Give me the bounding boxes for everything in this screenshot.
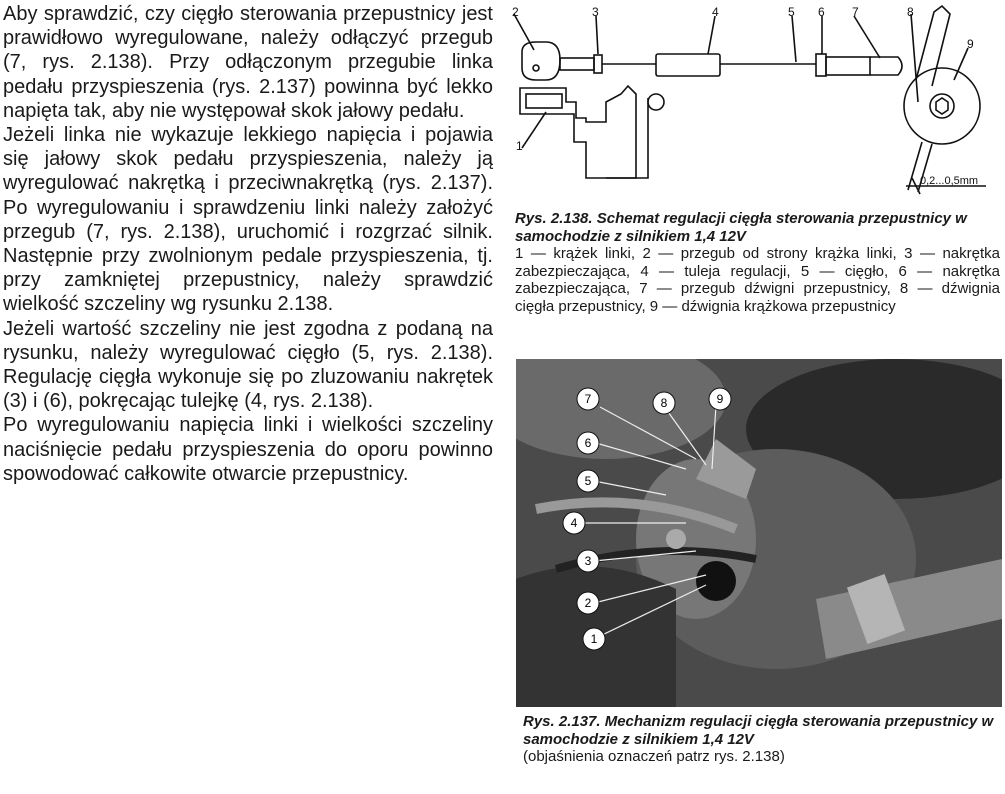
label-2: 2	[512, 5, 519, 19]
caption-title: Rys. 2.137. Mechanizm regulacji cięgła sterowania przepustnicy w samochodzie z silnikiem 1,4 12V	[523, 713, 994, 748]
label-3: 3	[592, 5, 599, 19]
callout-2: 2	[584, 596, 592, 610]
callout-5: 5	[584, 474, 592, 488]
throttle-linkage-diagram	[506, 2, 1002, 206]
label-6: 6	[818, 5, 825, 19]
label-1: 1	[516, 139, 523, 153]
paragraph: Po wyregulowaniu napięcia linki i wielkości szczeliny naciśnięcie pedału przyspieszenia do oporu powinno spowodować całkowite otwarcie przepustnicy.	[3, 414, 493, 485]
engine-photo	[516, 359, 1002, 707]
callout-7: 7	[584, 392, 592, 406]
paragraph: Aby sprawdzić, czy cięgło sterowania przepustnicy jest prawidłowo wyregulowane, należy odłączyć przegub (7, rys. 2.138). Przy odłączonym przegubie linka pedału przyspieszenia (rys. 2.137) powinna być lekko napięta tak, aby nie występował skok jałowy pedału.	[3, 3, 493, 122]
callout-6: 6	[584, 436, 592, 450]
paragraph: Jeżeli wartość szczeliny nie jest zgodna z podaną na rysunku, należy wyregulować cięgło (5, rys. 2.138). Regulację cięgła wykonuje się po zluzowaniu nakrętek (3) i (6), pokręcając tulejkę (4, rys. 2.138).	[3, 317, 493, 413]
label-7: 7	[852, 5, 859, 19]
callout-8: 8	[660, 396, 668, 410]
pulley-joint-shape	[522, 42, 560, 80]
figure-caption-2138	[515, 210, 1000, 315]
callout-9: 9	[716, 392, 724, 406]
gap-label: 0,2...0,5mm	[920, 175, 979, 187]
caption-title: Rys. 2.138. Schemat regulacji cięgła sterowania przepustnicy w samochodzie z silnikiem 1,4 12V	[515, 210, 967, 245]
label-5: 5	[788, 5, 795, 19]
caption-legend: 1 — krążek linki, 2 — przegub od strony krążka linki, 3 — nakrętka zabezpieczająca, 4 — tuleja regulacji, 5 — cięgło, 6 — nakrętka zabezpieczająca, 7 — przegub dźwigni przepustnicy, 8 — dźwignia cięgła przepustnicy, 9 — dźwignia krążkowa przepustnicy	[515, 245, 1000, 315]
paragraph: Jeżeli linka nie wykazuje lekkiego napięcia i pojawia się jałowy skok pedału przyspieszenia, należy ją wyregulować nakrętką i przeciwnakrętką (rys. 2.137). Po wyregulowaniu i sprawdzeniu linki należy założyć przegub (7, rys. 2.138), uruchomić i rozgrzać silnik. Następnie przy zwolnionym pedale przyspieszenia, tj. przy zamkniętej przepustnicy, należy sprawdzić wielkość szczeliny wg rysunku 2.138.	[3, 124, 493, 316]
label-8: 8	[907, 5, 914, 19]
label-9: 9	[967, 37, 974, 51]
caption-note: (objaśnienia oznaczeń patrz rys. 2.138)	[523, 748, 785, 765]
callout-4: 4	[570, 516, 578, 530]
callout-3: 3	[584, 554, 592, 568]
body-text	[3, 2, 493, 486]
figure-caption-2137	[523, 713, 1003, 766]
label-4: 4	[712, 5, 719, 19]
callout-1: 1	[590, 632, 598, 646]
